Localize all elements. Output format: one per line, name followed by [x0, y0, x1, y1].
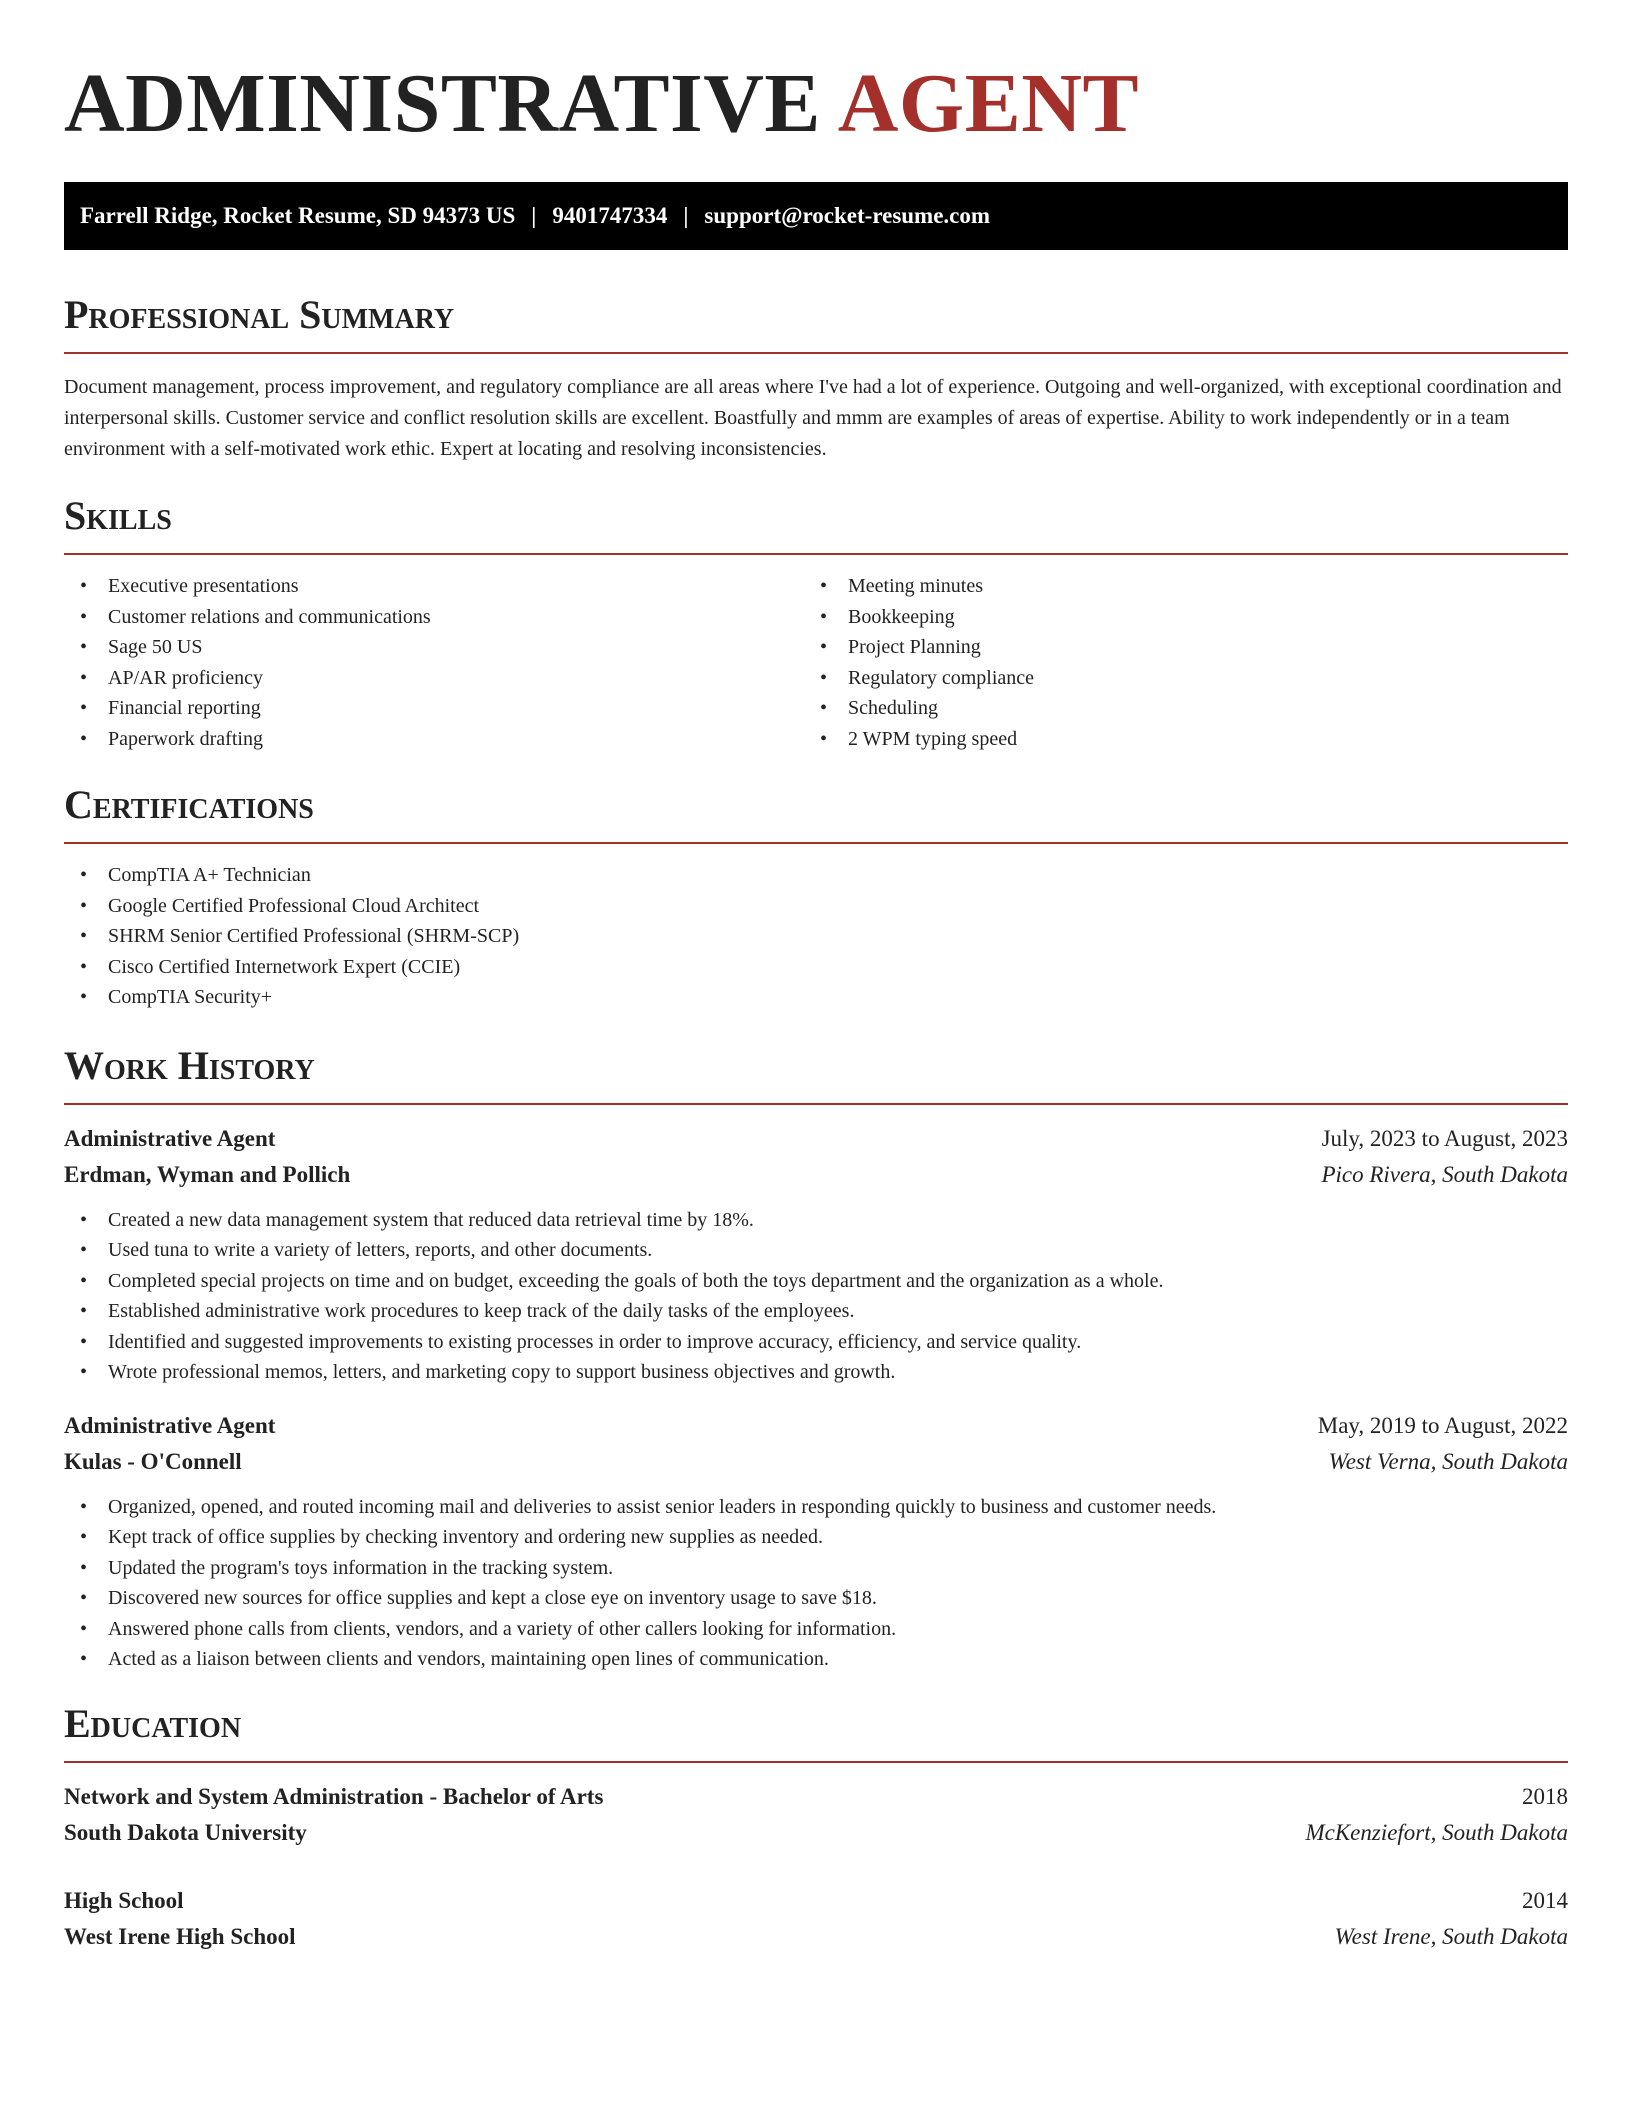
list-item: • AP/AR proficiency [64, 663, 804, 694]
education-year: 2018 [1522, 1783, 1568, 1809]
list-item: • Project Planning [804, 632, 1544, 663]
job-header-row [64, 1121, 1568, 1157]
job-dates: July, 2023 to August, 2023 [1321, 1125, 1568, 1151]
certifications-list [64, 860, 1568, 1013]
skills-columns [64, 571, 1568, 754]
skills-list-left [64, 571, 804, 754]
education-school: West Irene High School [64, 1923, 296, 1949]
contact-email: support@rocket-resume.com [704, 203, 991, 228]
section-divider [64, 1761, 1568, 1763]
section-title: Professional Summary [64, 292, 455, 337]
job-location: West Verna, South Dakota [1328, 1448, 1568, 1474]
list-item: • Google Certified Professional Cloud Architect [64, 891, 1568, 922]
job-bullets [64, 1205, 1568, 1388]
list-item: • Scheduling [804, 693, 1544, 724]
section-divider [64, 352, 1568, 354]
list-item: • Kept track of office supplies by checking inventory and ordering new supplies as needed. [64, 1522, 1568, 1553]
list-item: • 2 WPM typing speed [804, 724, 1544, 755]
education-degree: High School [64, 1887, 184, 1913]
education-year: 2014 [1522, 1887, 1568, 1913]
education-school-row [64, 1919, 1568, 1955]
skills-section [64, 493, 1568, 754]
job-bullets [64, 1492, 1568, 1675]
section-title: Skills [64, 493, 172, 538]
list-item: • Identified and suggested improvements to existing processes in order to improve accuracy, efficiency, and service quality. [64, 1327, 1568, 1358]
job-entry [64, 1121, 1568, 1388]
job-company: Erdman, Wyman and Pollich [64, 1161, 351, 1187]
job-company-row [64, 1157, 1568, 1193]
job-company: Kulas - O'Connell [64, 1448, 242, 1474]
list-item: • CompTIA Security+ [64, 982, 1568, 1013]
section-divider [64, 553, 1568, 555]
list-item: • Established administrative work procedures to keep track of the daily tasks of the employees. [64, 1296, 1568, 1327]
list-item: • Organized, opened, and routed incoming mail and deliveries to assist senior leaders in responding quickly to business and customer needs. [64, 1492, 1568, 1523]
name-second: AGENT [837, 57, 1139, 150]
education-degree: Network and System Administration - Bachelor of Arts [64, 1783, 604, 1809]
list-item: • Created a new data management system that reduced data retrieval time by 18%. [64, 1205, 1568, 1236]
list-item: • Regulatory compliance [804, 663, 1544, 694]
education-school: South Dakota University [64, 1819, 307, 1845]
section-title: Certifications [64, 782, 314, 827]
summary-section [64, 292, 1568, 465]
list-item: • Bookkeeping [804, 602, 1544, 633]
list-item: • Discovered new sources for office supplies and kept a close eye on inventory usage to save $18. [64, 1583, 1568, 1614]
job-title: Administrative Agent [64, 1125, 276, 1151]
list-item: • Acted as a liaison between clients and vendors, maintaining open lines of communication. [64, 1644, 1568, 1675]
skills-list-right [804, 571, 1544, 754]
contact-separator: | [531, 203, 537, 228]
name-first: ADMINISTRATIVE [64, 57, 821, 150]
list-item: • Wrote professional memos, letters, and marketing copy to support business objectives and growth. [64, 1357, 1568, 1388]
list-item: • Used tuna to write a variety of letters, reports, and other documents. [64, 1235, 1568, 1266]
list-item: • Executive presentations [64, 571, 804, 602]
education-header-row [64, 1883, 1568, 1919]
job-company-row [64, 1444, 1568, 1480]
education-header-row [64, 1779, 1568, 1815]
section-title: Work History [64, 1042, 315, 1088]
education-school-row [64, 1815, 1568, 1851]
education-location: West Irene, South Dakota [1334, 1923, 1568, 1949]
job-entry [64, 1408, 1568, 1675]
list-item: • Sage 50 US [64, 632, 804, 663]
education-entry [64, 1779, 1568, 1851]
list-item: • SHRM Senior Certified Professional (SHRM-SCP) [64, 921, 1568, 952]
list-item: • Cisco Certified Internetwork Expert (CCIE) [64, 952, 1568, 983]
list-item: • Financial reporting [64, 693, 804, 724]
list-item: • Paperwork drafting [64, 724, 804, 755]
contact-address: Farrell Ridge, Rocket Resume, SD 94373 US [80, 203, 516, 228]
job-dates: May, 2019 to August, 2022 [1317, 1412, 1568, 1438]
education-section [64, 1701, 1568, 1955]
section-divider [64, 1103, 1568, 1105]
section-divider [64, 842, 1568, 844]
job-header-row [64, 1408, 1568, 1444]
list-item: • Meeting minutes [804, 571, 1544, 602]
resume-name [64, 0, 1568, 150]
list-item: • Answered phone calls from clients, vendors, and a variety of other callers looking for information. [64, 1614, 1568, 1645]
contact-separator: | [683, 203, 689, 228]
contact-bar [64, 182, 1568, 250]
certifications-section [64, 782, 1568, 1013]
list-item: • Updated the program's toys information in the tracking system. [64, 1553, 1568, 1584]
list-item: • Completed special projects on time and on budget, exceeding the goals of both the toys department and the organization as a whole. [64, 1266, 1568, 1297]
contact-phone: 9401747334 [552, 203, 668, 228]
section-title: Education [64, 1700, 242, 1746]
list-item: • Customer relations and communications [64, 602, 804, 633]
education-entry [64, 1883, 1568, 1955]
job-location: Pico Rivera, South Dakota [1321, 1161, 1568, 1187]
work-history-section [64, 1043, 1568, 1675]
list-item: • CompTIA A+ Technician [64, 860, 1568, 891]
summary-text: Document management, process improvement, and regulatory compliance are all areas where I've had a lot of experience. Outgoing and well-organized, with exceptional coordination and interpersonal skills. Customer service and conflict resolution skills are excellent. Boastfully and mmm are examples of areas of expertise. Ability to work independently or in a team environment with a self-motivated work ethic. Expert at locating and resolving inconsistencies. [64, 376, 1562, 460]
job-title: Administrative Agent [64, 1412, 276, 1438]
education-location: McKenziefort, South Dakota [1305, 1819, 1568, 1845]
